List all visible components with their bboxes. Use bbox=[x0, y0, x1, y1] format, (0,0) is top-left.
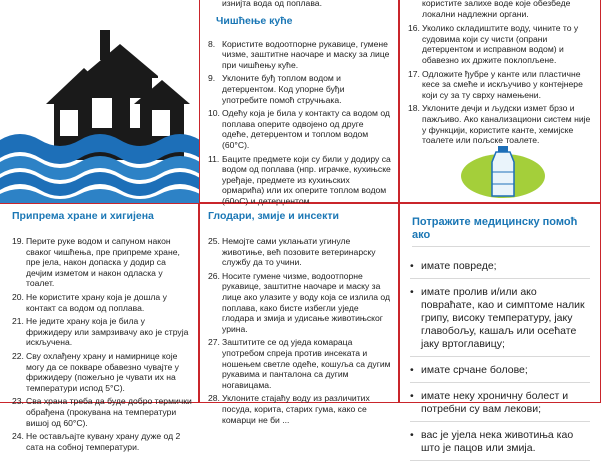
list-item: 17. Одложите ђубре у канте или пластичне кесе за смеће и искључиво у контејнере који су за ту сврху намењени. bbox=[408, 68, 583, 100]
list-item: 27. Заштитите се од уједа комараца употребом спреја против инсеката и ношењем светле одеће, кошуља са дугим рукавима и панталона са дугим ногавицама. bbox=[208, 337, 391, 390]
list-item: • имате повреде; bbox=[410, 253, 590, 279]
top-text: изнијта вода од поплава. bbox=[222, 0, 322, 8]
water-waste-list bbox=[408, 23, 594, 146]
flood-illustration-panel bbox=[0, 0, 197, 204]
medical-help-panel bbox=[399, 203, 601, 454]
cleaning-list bbox=[208, 39, 392, 207]
list-item: • вас је ујела нека животиња као што је пацов или змија. bbox=[410, 422, 590, 461]
water-waste-panel bbox=[399, 0, 601, 203]
cleaning-panel bbox=[199, 0, 399, 206]
list-item: 28. Уклоните стајаћу воду из различитих посуда, корита, старих гума, како се комарци не би ... bbox=[208, 393, 370, 425]
list-item: 25. Немојте сами уклањати угинуле животиње, већ позовите ветеринарску службу да то учини. bbox=[208, 236, 376, 268]
list-item: 20. Не користите храну која је дошла у контакт са водом од поплава. bbox=[12, 291, 167, 313]
list-item: 18. Уклоните дечји и људски измет брзо и пажљиво. Ако канализациони систем није у функцији, користите канте, хемијске тоалете или пољске тоалете. bbox=[408, 103, 591, 146]
list-item: 22. Сву охлађену храну и намирнице које могу да се покваре обавезно чувајте у фрижидеру (пожељно је чувати их на температури испод 5°C). bbox=[12, 350, 179, 393]
list-item: 11. Баците предмете који су били у додиру са водом од поплава (нпр. играчке, кухињске уређаје, предмете из кухињских ормарића) или их оперите топлом водом (60оС) и детерџентом. bbox=[208, 153, 391, 206]
pests-list bbox=[208, 236, 392, 425]
food-hygiene-list bbox=[12, 236, 192, 452]
list-item: 24. Не остављајте кувану храну дуже од 2 сата на собној температури. bbox=[12, 431, 181, 452]
list-item: • имате неку хроничну болест и потребни су вам лекови; bbox=[410, 383, 590, 422]
list-item: 10. Одећу која је била у контакту са водом од поплава оперите одвојено од друге одеће, детерџентом и топлом водом (60°C). bbox=[208, 108, 390, 150]
pests-panel bbox=[199, 203, 399, 425]
pests-heading: Глодари, змије и инсекти bbox=[208, 210, 339, 222]
list-item: 21. Не једите храну која је била у фрижидеру или замрзивачу ако је струја искључена. bbox=[12, 316, 189, 348]
list-item: 19. Перите руке водом и сапуном након сваког чишћења, пре припреме хране, пре јела, након допаска у додир са дечјим изметом и након одласка у тоалет. bbox=[12, 236, 180, 289]
top-text: користите залихе воде које обезбеде локални надлежни органи. bbox=[422, 0, 571, 19]
food-hygiene-heading: Припрема хране и хигијена bbox=[12, 210, 154, 222]
list-item: • имате срчане болове; bbox=[410, 357, 590, 383]
medical-help-heading: Потражите медицинску помоћ ако bbox=[412, 216, 590, 247]
cleaning-heading: Чишћење куће bbox=[216, 14, 293, 27]
list-item: 9. Уклоните буђ топлом водом и детерџентом. Код упорне буђи употребите помоћ стручњака. bbox=[208, 73, 345, 105]
list-item: • имате пролив и/или ако повраћате, као и симптоме налик грипу, високу температуру, јаку главобољу, кашаљ или осећате јаку вртоглавицу; bbox=[410, 279, 590, 357]
water-bottle-icon bbox=[458, 144, 548, 200]
list-item: 8. Користите водоотпорне рукавице, гумене чизме, заштитне наочаре и маску за лице при чишћењу куће. bbox=[208, 38, 390, 70]
list-item: 23. Сва храна треба да буде добро термички обрађена (прокувана на температури вишој од 60°C). bbox=[12, 396, 192, 428]
food-hygiene-panel bbox=[0, 203, 199, 452]
list-item: 26. Носите гумене чизме, водоотпорне рукавице, заштитне наочаре и маску за лице ако улазите у воду која се излила од поплава, како бисте избегли уједе глодара и змија и удисање животињског урина. bbox=[208, 270, 391, 334]
flood-house-icon bbox=[0, 0, 197, 204]
list-item: 16. Уколико складиштите воду, чините то у судовима који су чисти (опрани детерџентом и исправном водом) и обавезно их држите поклопљене. bbox=[408, 23, 579, 65]
